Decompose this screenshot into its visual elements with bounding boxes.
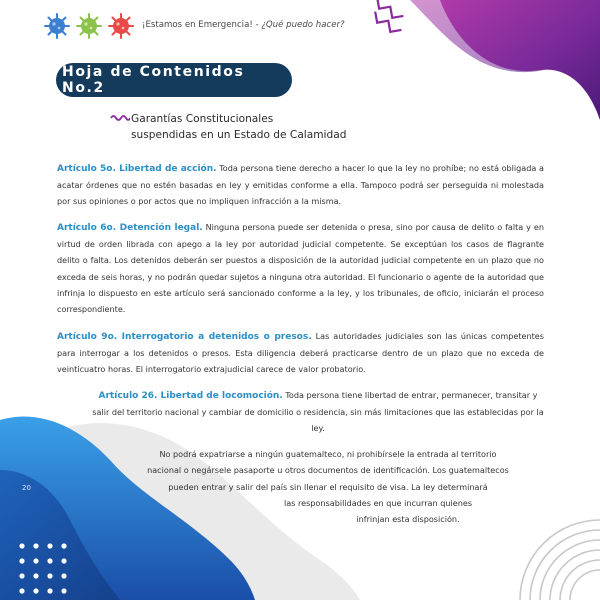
article-body: Toda persona tiene libertad de entrar, permanecer, transitar y salir del territorio nacional y cambiar de domicilio o residencia, sin más limitaciones que las establecidas por la ley. [92,390,544,434]
header-separator: - [252,20,262,30]
concentric-arcs [520,520,600,600]
article-body: Toda persona tiene derecho a hacer lo que la ley no prohíbe; no está obligada a acatar órdenes que no estén basadas en ley y emitidas conforme a ella. Tampoco podrá ser perseguida ni molestada por sus opiniones o por actos que no impliquen infracción a la misma. [57,163,544,207]
closing-line-4: las responsabilidades en que incurran quienes [283,497,473,508]
wavy-line-icon [110,114,130,122]
header-caption [142,20,345,30]
subtitle [131,111,346,143]
virus-logo-row [44,13,134,39]
closing-line-2: nacional o negársele pasaporte u otros documentos de identificación. Los guatemaltecos [147,465,509,476]
blue-virus-icon [44,13,70,39]
subtitle-line-1: Garantías Constitucionales [131,113,274,125]
subtitle-line-2: suspendidas en un Estado de Calamidad [131,129,347,141]
header-campaign: ¡Estamos en Emergencia! [142,20,253,30]
red-virus-icon [108,13,134,39]
closing-line-5: infrinjan esta disposición. [356,514,460,525]
article-6 [57,219,544,317]
closing-line-3: pueden entrar y salir del país sin llenar el requisito de visa. La ley determinará [168,481,488,492]
closing-line-1: No podrá expatriarse a ningún guatemalteco, ni prohibírsele la entrada al territorio [159,449,497,459]
page-title: Hoja de Contenidos No.2 [56,63,292,97]
article-9 [57,328,544,378]
article-heading: Artículo 26. Libertad de locomoción. [98,391,283,401]
green-virus-icon [76,13,102,39]
article-heading: Artículo 5o. Libertad de acción. [57,164,217,174]
article-body: Las autoridades judiciales son las únicas competentes para interrogar a los detenidos o presos. Esta diligencia deberá practicarse dentro de un plazo que no exceda de veinticuatro horas. El interrogatorio extrajudicial carece de valor probatorio. [57,331,544,375]
article-26 [92,387,544,437]
article-heading: Artículo 6o. Detención legal. [57,223,203,233]
purple-blob-main [440,0,600,120]
header-question: ¿Qué puedo hacer? [261,20,345,30]
article-5 [57,160,544,210]
page-number: 20 [22,484,31,492]
article-26-continuation [102,446,554,527]
article-body: Ninguna persona puede ser detenida o presa, sino por causa de delito o falta y en virtud de orden librada con apego a la ley por autoridad judicial competente. Se exceptúan los casos de flagrante delito o falta. Los detenidos deberán ser puestos a disposición de la autoridad judicial competente en un plazo que no exceda de seis horas, y no podrán quedar sujetos a ninguna otra autoridad. El funcionario o agente de la autoridad que infrinja lo dispuesto en este artículo será sancionado conforme a la ley, y los tribunales, de oficio, iniciarán el proceso correspondiente. [57,222,544,315]
article-heading: Artículo 9o. Interrogatorio a detenidos o presos. [57,332,312,342]
